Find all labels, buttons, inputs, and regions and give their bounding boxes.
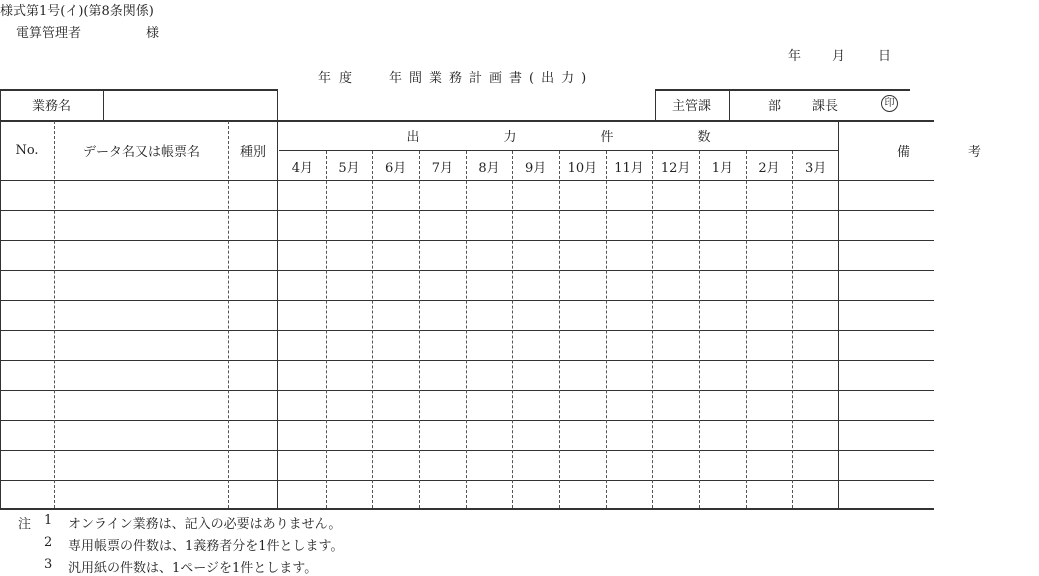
table-row bbox=[0, 391, 934, 420]
row-data-name-cell[interactable] bbox=[56, 451, 227, 480]
row-months-cell[interactable] bbox=[280, 271, 837, 300]
table-row bbox=[0, 271, 934, 300]
row-data-name-cell[interactable] bbox=[56, 181, 227, 210]
row-months-cell[interactable] bbox=[280, 451, 837, 480]
note-text: 専用帳票の件数は、1義務者分を1件とします。 bbox=[68, 539, 344, 554]
row-data-name-cell[interactable] bbox=[56, 421, 227, 450]
row-data-name-cell[interactable] bbox=[56, 391, 227, 420]
note-number: 1 bbox=[44, 513, 53, 528]
row-months-cell[interactable] bbox=[280, 361, 837, 390]
note-text: オンライン業務は、記入の必要はありません。 bbox=[68, 517, 342, 532]
month-header: 8月 bbox=[478, 161, 500, 176]
row-no-cell[interactable] bbox=[1, 331, 53, 360]
row-no-cell[interactable] bbox=[1, 481, 53, 510]
row-no-cell[interactable] bbox=[1, 301, 53, 330]
table-row bbox=[0, 361, 934, 390]
table-row bbox=[0, 331, 934, 360]
bu-label: 部 bbox=[768, 99, 782, 114]
col-header-remarks: 備考 bbox=[897, 145, 1039, 160]
addressee-sama: 様 bbox=[146, 26, 160, 41]
row-type-cell[interactable] bbox=[230, 271, 276, 300]
date-month: 月 bbox=[832, 49, 846, 64]
addressee: 電算管理者 bbox=[16, 26, 82, 41]
row-remarks-cell[interactable] bbox=[840, 181, 933, 210]
row-no-cell[interactable] bbox=[1, 241, 53, 270]
row-months-cell[interactable] bbox=[280, 301, 837, 330]
row-no-cell[interactable] bbox=[1, 271, 53, 300]
note-number: 3 bbox=[44, 557, 53, 572]
document-title: 年間業務計画書(出力) bbox=[389, 71, 594, 86]
row-months-cell[interactable] bbox=[280, 421, 837, 450]
row-type-cell[interactable] bbox=[230, 391, 276, 420]
month-header: 6月 bbox=[385, 161, 407, 176]
row-remarks-cell[interactable] bbox=[840, 391, 933, 420]
col-header-data-name: データ名又は帳票名 bbox=[82, 145, 200, 160]
table-row bbox=[0, 421, 934, 450]
table-row bbox=[0, 451, 934, 480]
row-no-cell[interactable] bbox=[1, 211, 53, 240]
table-row bbox=[0, 301, 934, 330]
row-months-cell[interactable] bbox=[280, 481, 837, 510]
row-data-name-cell[interactable] bbox=[56, 481, 227, 510]
row-data-name-cell[interactable] bbox=[56, 271, 227, 300]
month-header: 2月 bbox=[758, 161, 780, 176]
gyomumei-label: 業務名 bbox=[32, 99, 72, 114]
title-nendo: 年度 bbox=[318, 71, 361, 86]
row-remarks-cell[interactable] bbox=[840, 301, 933, 330]
month-header: 10月 bbox=[567, 161, 598, 176]
month-header: 4月 bbox=[291, 161, 313, 176]
col-header-no: No. bbox=[15, 143, 39, 158]
row-no-cell[interactable] bbox=[1, 391, 53, 420]
row-months-cell[interactable] bbox=[280, 391, 837, 420]
row-no-cell[interactable] bbox=[1, 181, 53, 210]
row-no-cell[interactable] bbox=[1, 451, 53, 480]
col-header-output-count: 出力件数 bbox=[406, 130, 795, 145]
month-header: 5月 bbox=[338, 161, 360, 176]
row-data-name-cell[interactable] bbox=[56, 331, 227, 360]
row-remarks-cell[interactable] bbox=[840, 451, 933, 480]
row-months-cell[interactable] bbox=[280, 211, 837, 240]
row-no-cell[interactable] bbox=[1, 421, 53, 450]
row-remarks-cell[interactable] bbox=[840, 241, 933, 270]
month-header: 1月 bbox=[711, 161, 733, 176]
seal-icon: 印 bbox=[881, 95, 898, 112]
month-header: 3月 bbox=[805, 161, 827, 176]
row-data-name-cell[interactable] bbox=[56, 301, 227, 330]
form-id: 様式第1号(イ)(第8条関係) bbox=[0, 4, 154, 19]
month-header: 12月 bbox=[660, 161, 691, 176]
row-type-cell[interactable] bbox=[230, 211, 276, 240]
row-type-cell[interactable] bbox=[230, 181, 276, 210]
note-number: 2 bbox=[44, 535, 53, 550]
row-months-cell[interactable] bbox=[280, 181, 837, 210]
row-type-cell[interactable] bbox=[230, 421, 276, 450]
row-data-name-cell[interactable] bbox=[56, 211, 227, 240]
row-data-name-cell[interactable] bbox=[56, 241, 227, 270]
row-type-cell[interactable] bbox=[230, 241, 276, 270]
notes-label: 注 bbox=[18, 517, 32, 532]
row-remarks-cell[interactable] bbox=[840, 211, 933, 240]
month-header: 9月 bbox=[525, 161, 547, 176]
row-type-cell[interactable] bbox=[230, 301, 276, 330]
row-months-cell[interactable] bbox=[280, 331, 837, 360]
note-text: 汎用紙の件数は、1ページを1件とします。 bbox=[68, 561, 318, 576]
table-row bbox=[0, 211, 934, 240]
col-header-type: 種別 bbox=[239, 145, 266, 160]
row-remarks-cell[interactable] bbox=[840, 421, 933, 450]
row-type-cell[interactable] bbox=[230, 481, 276, 510]
month-header: 11月 bbox=[614, 161, 644, 176]
row-months-cell[interactable] bbox=[280, 241, 837, 270]
date-day: 日 bbox=[878, 49, 892, 64]
kacho-label: 課長 bbox=[812, 99, 839, 114]
row-type-cell[interactable] bbox=[230, 451, 276, 480]
table-row bbox=[0, 181, 934, 210]
row-type-cell[interactable] bbox=[230, 361, 276, 390]
row-remarks-cell[interactable] bbox=[840, 331, 933, 360]
row-no-cell[interactable] bbox=[1, 361, 53, 390]
row-type-cell[interactable] bbox=[230, 331, 276, 360]
row-remarks-cell[interactable] bbox=[840, 481, 933, 510]
gyomumei-field[interactable] bbox=[104, 90, 276, 119]
month-header: 7月 bbox=[431, 161, 453, 176]
row-remarks-cell[interactable] bbox=[840, 271, 933, 300]
row-remarks-cell[interactable] bbox=[840, 361, 933, 390]
date-year: 年 bbox=[788, 49, 802, 64]
shukanka-label: 主管課 bbox=[672, 99, 712, 114]
table-row bbox=[0, 241, 934, 270]
table-row bbox=[0, 481, 934, 510]
row-data-name-cell[interactable] bbox=[56, 361, 227, 390]
